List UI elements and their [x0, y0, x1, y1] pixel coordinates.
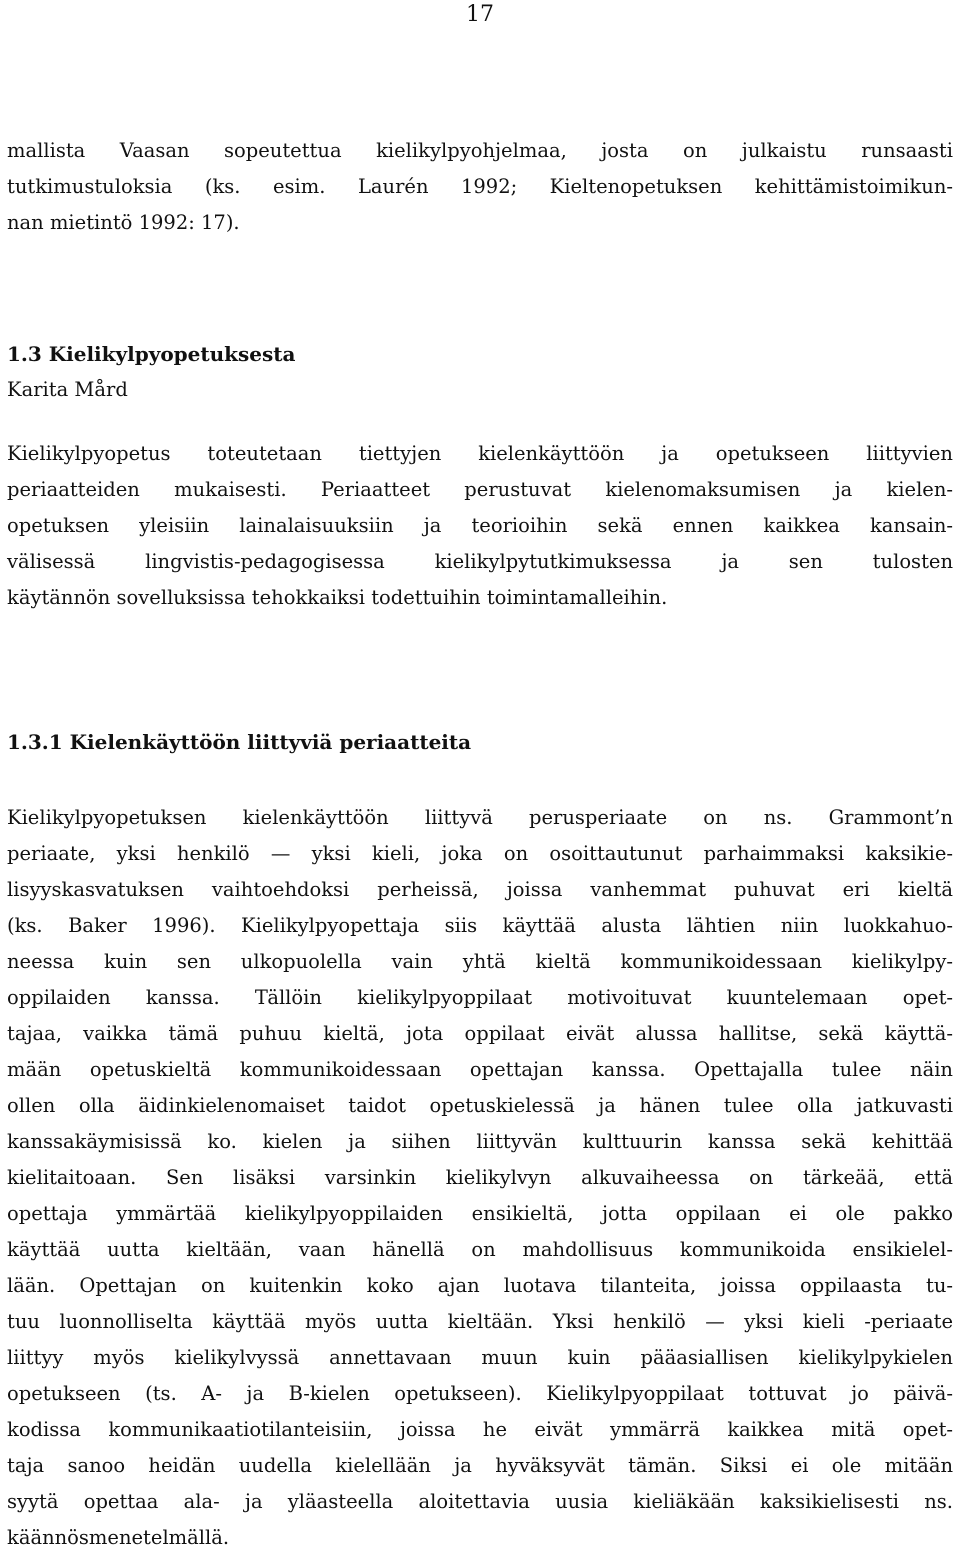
- spacer: [7, 408, 953, 436]
- subsection-paragraph: [7, 800, 953, 1556]
- section-heading: 1.3 Kielikylpyopetuksesta: [7, 342, 296, 366]
- paragraph-line: mään opetuskieltä kommunikoidessaan opettajan kanssa. Opettajalla tulee näin: [7, 1058, 953, 1081]
- paragraph-line: kanssakäymisissä ko. kielen ja siihen liittyvän kulttuurin kanssa sekä kehittää: [7, 1130, 953, 1153]
- paragraph-line: Kielikylpyopetuksen kielenkäyttöön liittyvä perusperiaate on ns. Grammont’n: [7, 806, 953, 829]
- page-number: 17: [466, 2, 494, 27]
- paragraph-line: kielitaitoaan. Sen lisäksi varsinkin kielikylvyn alkuvaiheessa on tärkeää, että: [7, 1166, 953, 1189]
- spacer: [7, 760, 953, 800]
- paragraph-line: neessa kuin sen ulkopuolella vain yhtä kieltä kommunikoidessaan kielikylpy-: [7, 950, 953, 973]
- paragraph-line: välisessä lingvistis-pedagogisessa kielikylpytutkimuksessa ja sen tulosten: [7, 550, 953, 573]
- paragraph-line: ollen olla äidinkielenomaiset taidot opetuskielessä ja hänen tulee olla jatkuvasti: [7, 1094, 953, 1117]
- paragraph-line: taja sanoo heidän uudella kielellään ja hyväksyvät tämän. Siksi ei ole mitään: [7, 1454, 953, 1477]
- paragraph-line: periaatteiden mukaisesti. Periaatteet perustuvat kielenomaksumisen ja kielen-: [7, 478, 953, 501]
- intro-line: tutkimustuloksia (ks. esim. Laurén 1992; Kieltenopetuksen kehittämistoimikun-: [7, 175, 953, 198]
- paragraph-line: opetukseen (ts. A- ja B-kielen opetukseen). Kielikylpyoppilaat tottuvat jo päivä-: [7, 1382, 953, 1405]
- paragraph-line: kodissa kommunikaatiotilanteisiin, joissa he eivät ymmärrä kaikkea mitä opet-: [7, 1418, 953, 1441]
- paragraph-line: syytä opettaa ala- ja yläasteella aloitettavia uusia kieliäkään kaksikielisesti ns.: [7, 1490, 953, 1513]
- paragraph-line: opetuksen yleisiin lainalaisuuksiin ja teorioihin sekä ennen kaikkea kansain-: [7, 514, 953, 537]
- paragraph-line: opettaja ymmärtää kielikylpyoppilaiden ensikieltä, jotta oppilaan ei ole pakko: [7, 1202, 953, 1225]
- paragraph-line: lään. Opettajan on kuitenkin koko ajan luotava tilanteita, joissa oppilaasta tu-: [7, 1274, 953, 1297]
- paragraph-line: käyttää uutta kieltään, vaan hänellä on mahdollisuus kommunikoida ensikielel-: [7, 1238, 953, 1261]
- intro-paragraph: [7, 133, 953, 241]
- paragraph-line: tuu luonnolliselta käyttää myös uutta kieltään. Yksi henkilö — yksi kieli -periaate: [7, 1310, 953, 1333]
- paragraph-line: oppilaiden kanssa. Tällöin kielikylpyoppilaat motivoituvat kuuntelemaan opet-: [7, 986, 953, 1009]
- section-1-3-1: [7, 724, 953, 1556]
- subsection-heading: 1.3.1 Kielenkäyttöön liittyviä periaatteita: [7, 730, 472, 754]
- paragraph-line: lisyyskasvatuksen vaihtoehdoksi perheissä, joissa vanhemmat puhuvat eri kieltä: [7, 878, 953, 901]
- paragraph-line: periaate, yksi henkilö — yksi kieli, joka on osoittautunut parhaimmaksi kaksikie-: [7, 842, 953, 865]
- paragraph-line: tajaa, vaikka tämä puhuu kieltä, jota oppilaat eivät alussa hallitse, sekä käyttä-: [7, 1022, 953, 1045]
- paragraph-line: Kielikylpyopetus toteutetaan tiettyjen kielenkäyttöön ja opetukseen liittyvien: [7, 442, 953, 465]
- paragraph-line: käytännön sovelluksissa tehokkaiksi todettuihin toimintamalleihin.: [7, 586, 668, 609]
- intro-line: nan mietintö 1992: 17).: [7, 211, 240, 234]
- section-paragraph: [7, 436, 953, 616]
- paragraph-line: (ks. Baker 1996). Kielikylpyopettaja siis käyttää alusta lähtien niin luokkahuo-: [7, 914, 953, 937]
- section-author: Karita Mård: [7, 378, 128, 401]
- paragraph-line: liittyy myös kielikylvyssä annettavaan muun kuin pääasiallisen kielikylpykielen: [7, 1346, 953, 1369]
- intro-line: mallista Vaasan sopeutettua kielikylpyohjelmaa, josta on julkaistu runsaasti: [7, 139, 953, 162]
- section-1-3: [7, 336, 953, 616]
- paragraph-line: käännösmenetelmällä.: [7, 1526, 230, 1549]
